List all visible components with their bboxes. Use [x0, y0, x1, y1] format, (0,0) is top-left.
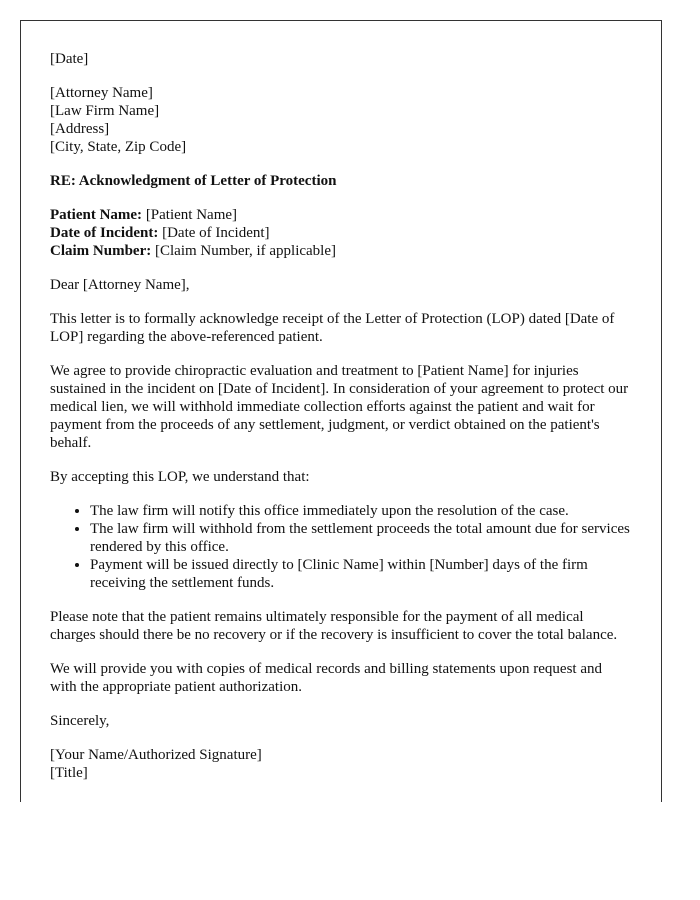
- body-paragraph: By accepting this LOP, we understand that:: [50, 469, 310, 485]
- signature-name: [Your Name/Authorized Signature]: [50, 747, 262, 763]
- body-paragraph: This letter is to formally acknowledge receipt of the Letter of Protection (LOP) dated [Date of LOP] regarding the above-referenced patient.: [50, 311, 615, 345]
- signoff: Sincerely,: [50, 713, 110, 729]
- letter-page: [20, 20, 662, 802]
- body-paragraph: Please note that the patient remains ultimately responsible for the payment of all medical charges should there be no recovery or if the recovery is insufficient to cover the total balance.: [50, 609, 618, 643]
- law-firm-name: [Law Firm Name]: [50, 103, 160, 119]
- details-block: [50, 206, 631, 260]
- incident-value: [Date of Incident]: [158, 225, 270, 241]
- subject-text: RE: Acknowledgment of Letter of Protection: [50, 173, 337, 189]
- date: [Date]: [50, 51, 89, 67]
- recipient-block: [50, 84, 631, 156]
- patient-label: Patient Name:: [50, 207, 143, 223]
- signature-title: [Title]: [50, 765, 88, 781]
- patient-value: [Patient Name]: [142, 207, 238, 223]
- conditions-list: [50, 502, 631, 592]
- claim-value: [Claim Number, if applicable]: [151, 243, 337, 259]
- signature-block: [50, 746, 631, 782]
- list-item: • The law firm will withhold from the settlement proceeds the total amount due for services rendered by this office.: [90, 520, 631, 556]
- attorney-name: [Attorney Name]: [50, 85, 153, 101]
- body-paragraph: We agree to provide chiropractic evaluation and treatment to [Patient Name] for injuries sustained in the incident on [Date of Incident]. In consideration of your agreement to protect our medical lien, we will withhold immediate collection efforts against the patient and wait for payment from the proceeds of any settlement, judgment, or verdict obtained on the patient's behalf.: [50, 363, 629, 451]
- incident-label: Date of Incident:: [50, 225, 159, 241]
- salutation: Dear [Attorney Name],: [50, 277, 190, 293]
- address: [Address]: [50, 121, 110, 137]
- body-paragraph: We will provide you with copies of medical records and billing statements upon request and with the appropriate patient authorization.: [50, 661, 602, 695]
- list-item: • Payment will be issued directly to [Clinic Name] within [Number] days of the firm receiving the settlement funds.: [90, 556, 631, 592]
- subject-line: [50, 172, 631, 190]
- claim-label: Claim Number:: [50, 243, 152, 259]
- list-item: • The law firm will notify this office immediately upon the resolution of the case.: [90, 502, 631, 520]
- city-state-zip: [City, State, Zip Code]: [50, 139, 187, 155]
